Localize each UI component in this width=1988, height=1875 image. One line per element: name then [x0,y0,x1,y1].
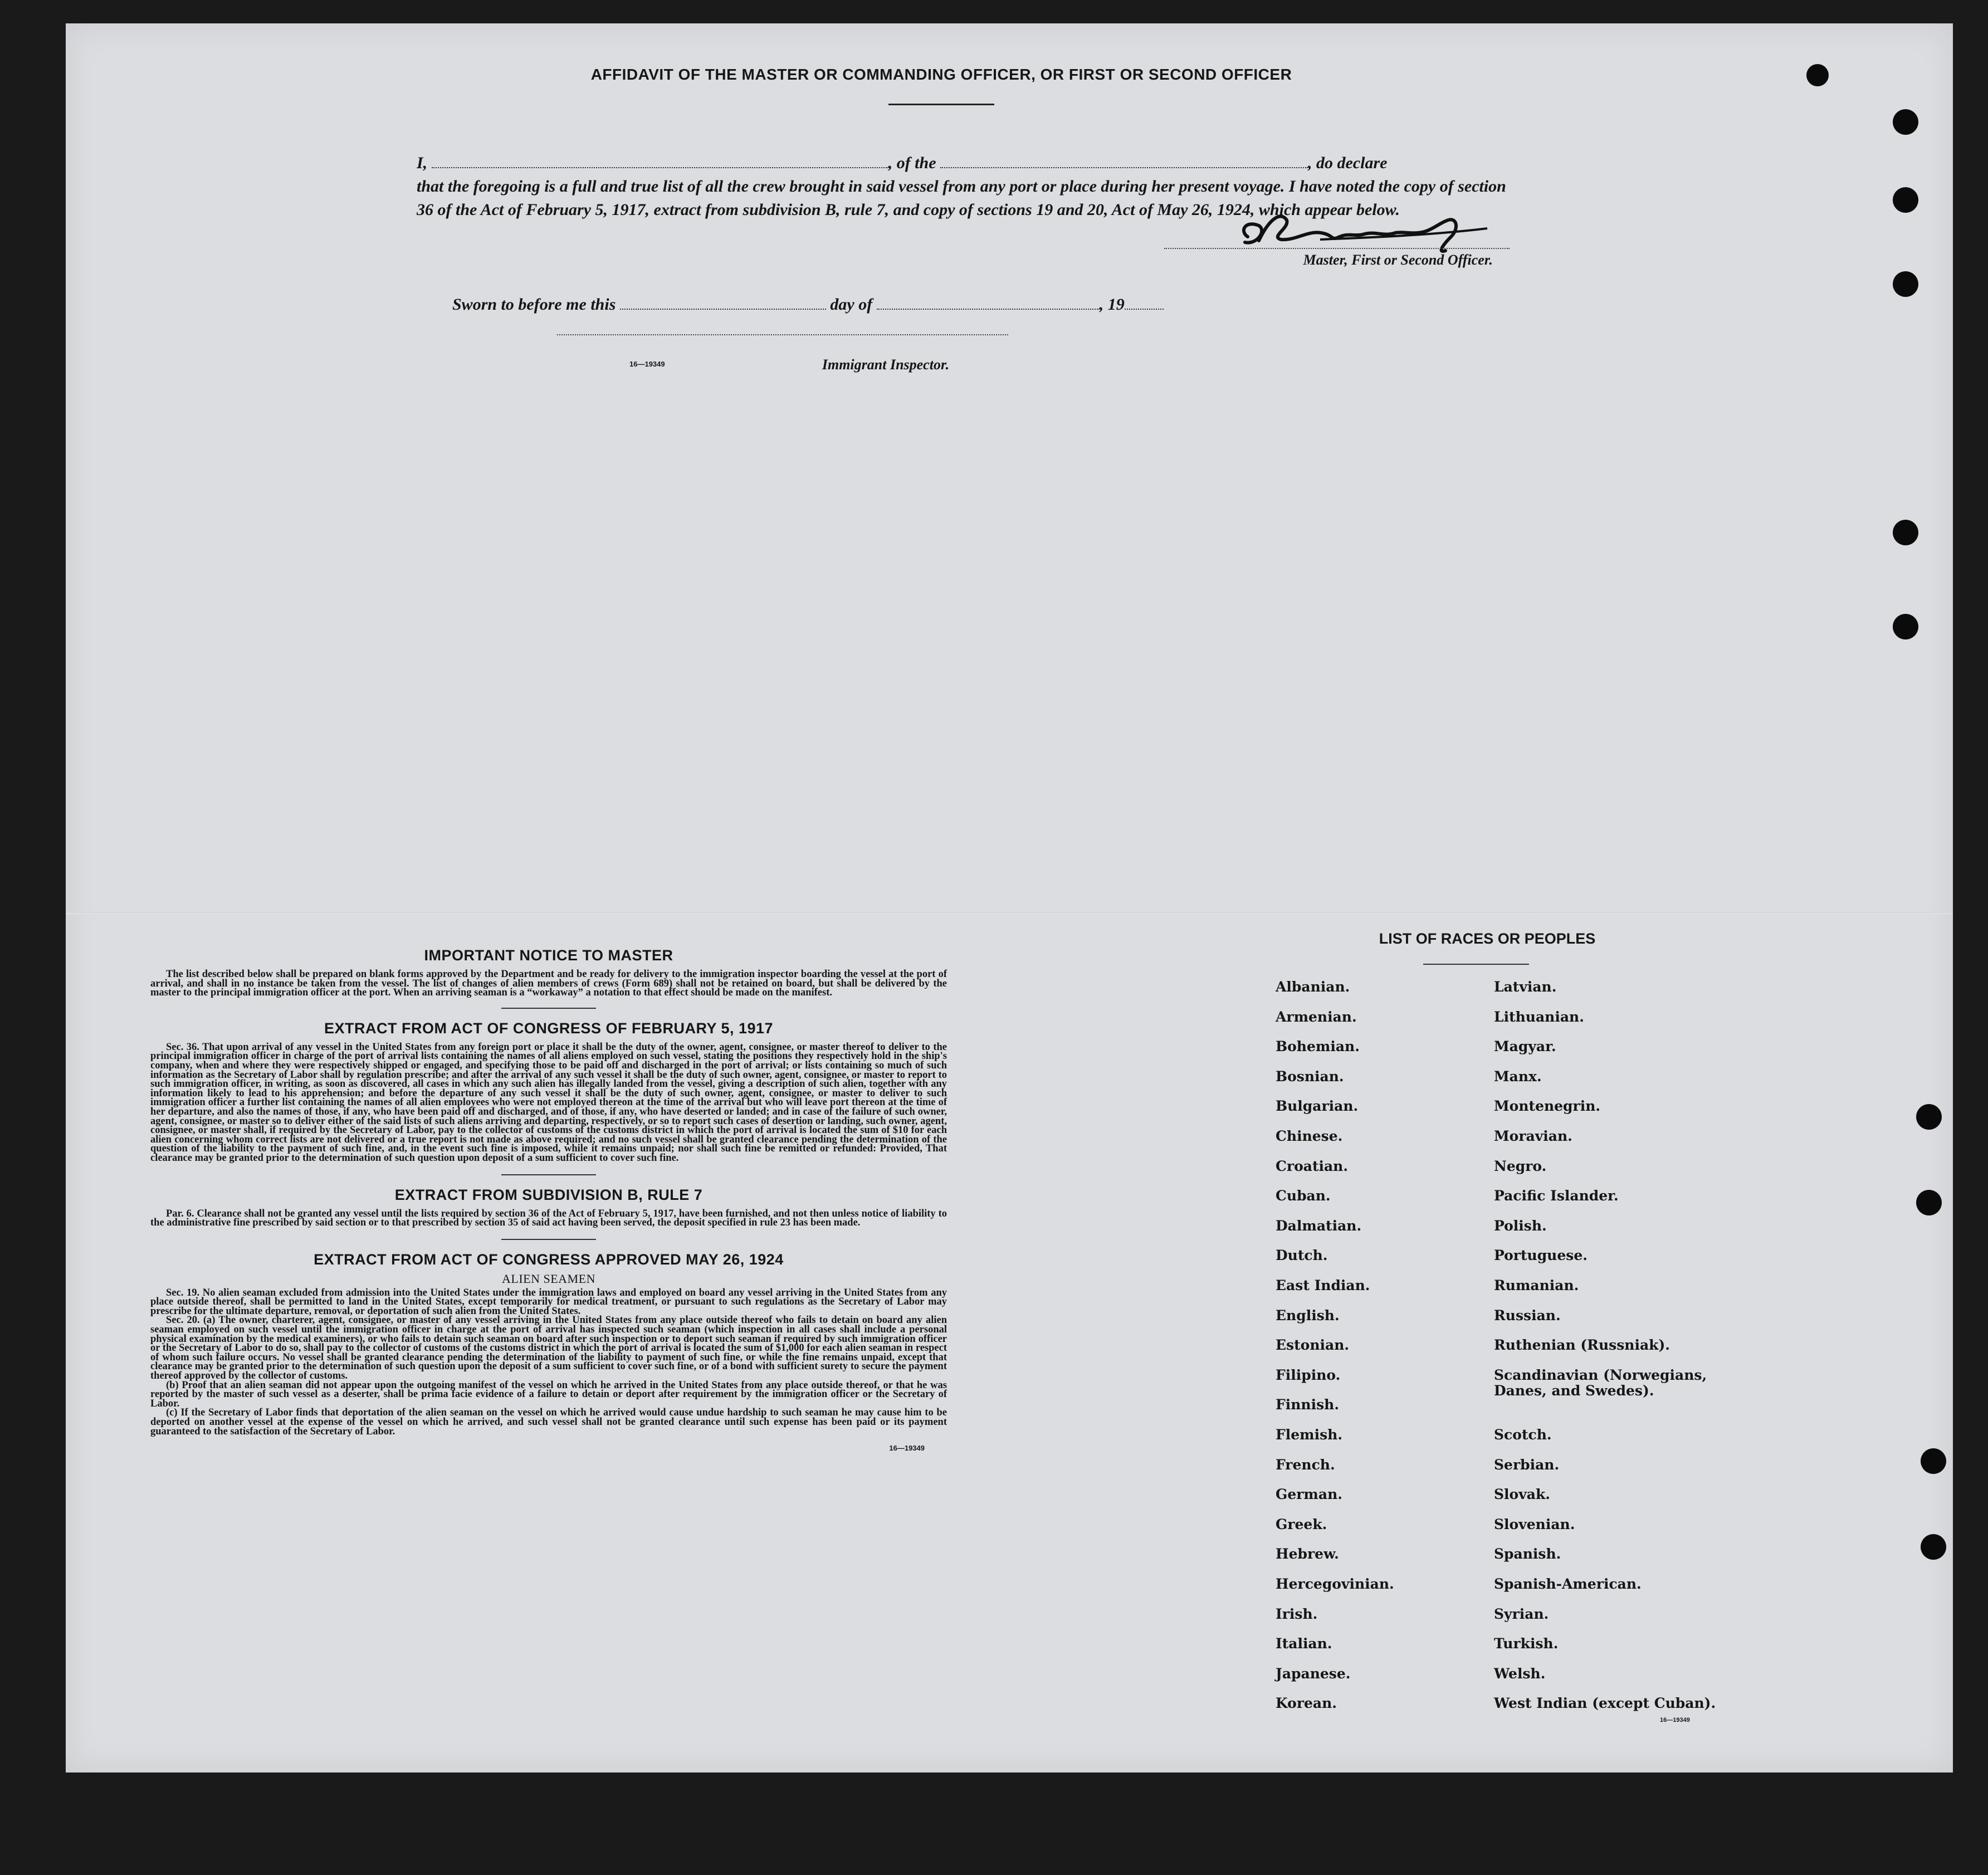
race-item: Bulgarian. [1276,1098,1359,1115]
punch-hole [1806,64,1829,86]
punch-hole [1893,109,1918,135]
race-item: Dalmatian. [1276,1217,1362,1234]
sec20c-text: (c) If the Secretary of Labor finds that deportation of the alien seaman on the vessel on which he arrived would cause undue hardship to such seaman he may cause him to be deported on another vessel at the expense of the vessel on which he arrived, and such vessel shall not be granted clearance until such expense has been paid or its payment guaranteed to the satisfaction of the Secretary of Labor. [150,1407,947,1437]
inspector-line [557,334,1008,335]
document-page [66,23,1953,1773]
punch-hole [1916,1190,1942,1215]
sec20b-text: (b) Proof that an alien seaman did not appear upon the outgoing manifest of the vessel on which he arrived in the United States from any place outside thereof, or that he was reported by the master of such vessel as a deserter, shall be prima facie evidence of a failure to detain or deport after requirement by the immigration officer or the Secretary of Labor. [150,1379,947,1409]
race-item: Armenian. [1276,1008,1357,1025]
race-item: Bohemian. [1276,1038,1360,1055]
rule7-text: Par. 6. Clearance shall not be granted any vessel until the lists required by section 36 of the Act of February 5, 1917, have been furnished, and not then unless notice of liability to the administrative fine prescribed by said section or to that prescribed by section 35 of said act having been served, the deposit specified in rule 23 has been made. [150,1208,947,1229]
race-item: Turkish. [1494,1635,1559,1652]
race-item: East Indian. [1276,1277,1370,1293]
rule7-title: EXTRACT FROM SUBDIVISION B, RULE 7 [394,1186,703,1203]
races-form-number: 16—19349 [1660,1717,1690,1723]
punch-hole [1893,187,1918,213]
race-item: French. [1276,1456,1335,1473]
race-item: Negro. [1494,1158,1547,1174]
extract-1917-title: EXTRACT FROM ACT OF CONGRESS OF FEBRUARY 5, 1917 [324,1019,774,1037]
race-item: Hebrew. [1276,1546,1339,1562]
sworn-line [452,295,1288,314]
sworn-label: Sworn to before me this [452,295,616,314]
race-item: Greek. [1276,1516,1327,1532]
declaration-first-line [417,152,1525,175]
race-item: Syrian. [1494,1605,1549,1622]
race-item: Irish. [1276,1605,1318,1622]
year-prefix: , 19 [1099,295,1125,314]
race-item: Serbian. [1494,1456,1560,1473]
race-item: Italian. [1276,1635,1332,1652]
notices-column [150,947,947,1452]
race-item: Filipino. [1276,1366,1341,1383]
day-of-label: day of [830,295,873,314]
race-item: Rumanian. [1494,1277,1579,1293]
extract-1924-subtitle: ALIEN SEAMEN [502,1271,595,1286]
form-number: 16—19349 [629,360,665,368]
notice-title: IMPORTANT NOTICE TO MASTER [424,947,673,964]
race-item: Slovenian. [1494,1516,1575,1532]
of-the-label: , of the [888,154,936,172]
punch-hole [1893,520,1918,545]
race-item: Scandinavian (Norwegians, Danes, and Swedes). [1494,1366,1707,1399]
punch-hole [1893,271,1918,297]
section-rule [501,1174,596,1175]
race-item: Manx. [1494,1068,1542,1085]
punch-hole [1916,1104,1942,1130]
punch-hole [1893,614,1918,639]
race-item: Flemish. [1276,1427,1343,1443]
race-item: German. [1276,1486,1342,1503]
race-item: Japanese. [1276,1665,1351,1682]
affidavit-title: AFFIDAVIT OF THE MASTER OR COMMANDING OFFICER, OR FIRST OR SECOND OFFICER [590,66,1292,83]
race-item: Bosnian. [1276,1068,1344,1085]
notice-text: The list described below shall be prepared on blank forms approved by the Department and be ready for delivery to the immigration inspector boarding the vessel at the port of arrival, and shall in no instance be taken from the vessel. The list of changes of alien members of crews (Form 689) shall not be retained on board, but shall be delivered by the master to the principal immigration officer at the port. When an arriving seaman is a “workaway” a notation to that effect should be made on the manifest. [150,969,947,999]
race-item: Albanian. [1276,979,1350,995]
race-item: Russian. [1494,1307,1561,1324]
race-item: Montenegrin. [1494,1098,1601,1115]
sec19-text: Sec. 19. No alien seaman excluded from admission into the United States under the immigration laws and employed on board any vessel arriving in the United States from any place outside thereof, shall be permitted to land in the United States, except temporarily for medical treatment, or pursuant to such regulations as the Secretary of Labor may prescribe for the ultimate departure, removal, or deportation of such alien from the United States. [150,1287,947,1317]
title-rule [888,104,994,105]
races-title: LIST OF RACES OR PEOPLES [1379,930,1596,947]
month-blank [877,308,1100,310]
section-rule [501,1239,596,1240]
race-item: English. [1276,1307,1340,1324]
race-item: Latvian. [1494,979,1557,995]
race-item: Scotch. [1494,1427,1552,1443]
race-item: Spanish. [1494,1546,1561,1562]
i-label: I, [417,154,428,172]
race-item: Finnish. [1276,1397,1340,1413]
race-item: Magyar. [1494,1038,1556,1055]
declaration-body: that the foregoing is a full and true list of all the crew brought in said vessel from any port or place during her present voyage. I have noted the copy of section 36 of the Act of February 5, 1917, extract from subdivision B, rule 7, and copy of sections 19 and 20, Act of May 26, 1924, which appear below. [417,177,1506,219]
section-rule [501,1008,596,1009]
punch-hole [1921,1534,1946,1560]
race-item: West Indian (except Cuban). [1494,1695,1716,1712]
race-item: Estonian. [1276,1337,1350,1354]
race-item: Lithuanian. [1494,1008,1584,1025]
race-item: Hercegovinian. [1276,1576,1394,1592]
race-item: Welsh. [1494,1665,1546,1682]
race-item: Chinese. [1276,1128,1343,1144]
extract-1917-text: Sec. 36. That upon arrival of any vessel in the United States from any foreign port or place it shall be the duty of the owner, agent, consignee, or master thereof to deliver to the principal immigration officer in charge of the port of arrival lists containing the names of all aliens employed on such vessel, stating the positions they respectively hold in the ship's company, when and where they were respectively shipped or engaged, and specifying those to be paid off and discharged in the port of arrival; or lists containing so much of such information as the Secretary of Labor shall by regulation prescribe; and after the arrival of any such vessel it shall be the duty of such owner, agent, consignee, or master to report to such immigration officer, in writing, as soon as discovered, all cases in which any such alien has illegally landed from the vessel, giving a description of such alien, together with any information likely to lead to his apprehension; and before the departure of any such vessel it shall be the duty of such owner, agent, consignee, or master to deliver to such immigration officer a further list containing the names of all alien employees who were not employed thereon at the time of the arrival but who will leave port thereon at the time of her departure, and also the names of those, if any, who have been paid off and discharged, and of those, if any, who have deserted or landed; and in case of the failure of such owner, agent, consignee, or master so to deliver either of the said lists of such aliens arriving and departing, respectively, or so to report such cases of desertion or landing, such owner, agent, consignee, or master shall, if required by the Secretary of Labor, pay to the collector of customs of the customs district in which the port of arrival is located the sum of $10 for each alien concerning whom correct lists are not delivered or a true report is not made as above required; and no such vessel shall be granted clearance pending the determination of the question of the liability to the payment of such fine, and, in the event such fine is imposed, while it remains unpaid; nor shall such fine be remitted or refunded: Provided, That clearance may be granted prior to the determination of such question upon deposit of a sum sufficient to cover such fine. [150,1041,947,1164]
form-number: 16—19349 [889,1444,925,1453]
extract-1924-title: EXTRACT FROM ACT OF CONGRESS APPROVED MAY 26, 1924 [314,1251,784,1268]
race-item: Pacific Islander. [1494,1188,1619,1204]
race-item: Polish. [1494,1217,1547,1234]
race-item: Ruthenian (Russniak). [1494,1337,1670,1354]
sec20a-text: Sec. 20. (a) The owner, charterer, agent, consignee, or master of any vessel arriving in the United States from any place outside thereof who fails to detain on board any alien seaman employed on such vessel until the immigration officer in charge at the port of arrival has inspected such seaman (which inspection in all cases shall include a personal physical examination by the medical examiners), or who fails to detain such seaman on board after such inspection or to deport such seaman if required by such immigration officer or the Secretary of Labor to do so, shall pay to the collector of customs of the customs district in which the port of arrival is located the sum of $1,000 for each alien seaman in respect of whom such failure occurs. No vessel shall be granted clearance pending the determination of the liability to payment of such fine, or while the fine remains unpaid, except that clearance may be granted prior to the determination of such question upon the deposit of a sum sufficient to cover such fine, or of a bond with sufficient surety to secure the payment thereof approved by the collector of customs. [150,1315,947,1382]
signature-caption: Master, First or Second Officer. [1303,252,1493,268]
race-item: Slovak. [1494,1486,1550,1503]
race-item: Cuban. [1276,1188,1331,1204]
name-blank [432,167,888,168]
vessel-blank [940,167,1308,168]
race-item: Spanish-American. [1494,1576,1642,1592]
page-fold [66,912,1953,914]
inspector-caption: Immigrant Inspector. [822,357,950,373]
races-rule [1423,964,1529,965]
signature-line [1164,248,1510,249]
race-item: Dutch. [1276,1247,1328,1264]
race-item: Portuguese. [1494,1247,1588,1264]
punch-hole [1921,1448,1946,1474]
date-blank [620,308,826,310]
race-item: Moravian. [1494,1128,1572,1144]
do-declare-label: , do declare [1308,154,1388,172]
race-item: Korean. [1276,1695,1337,1712]
race-item: Croatian. [1276,1158,1349,1174]
year-blank [1125,308,1164,310]
